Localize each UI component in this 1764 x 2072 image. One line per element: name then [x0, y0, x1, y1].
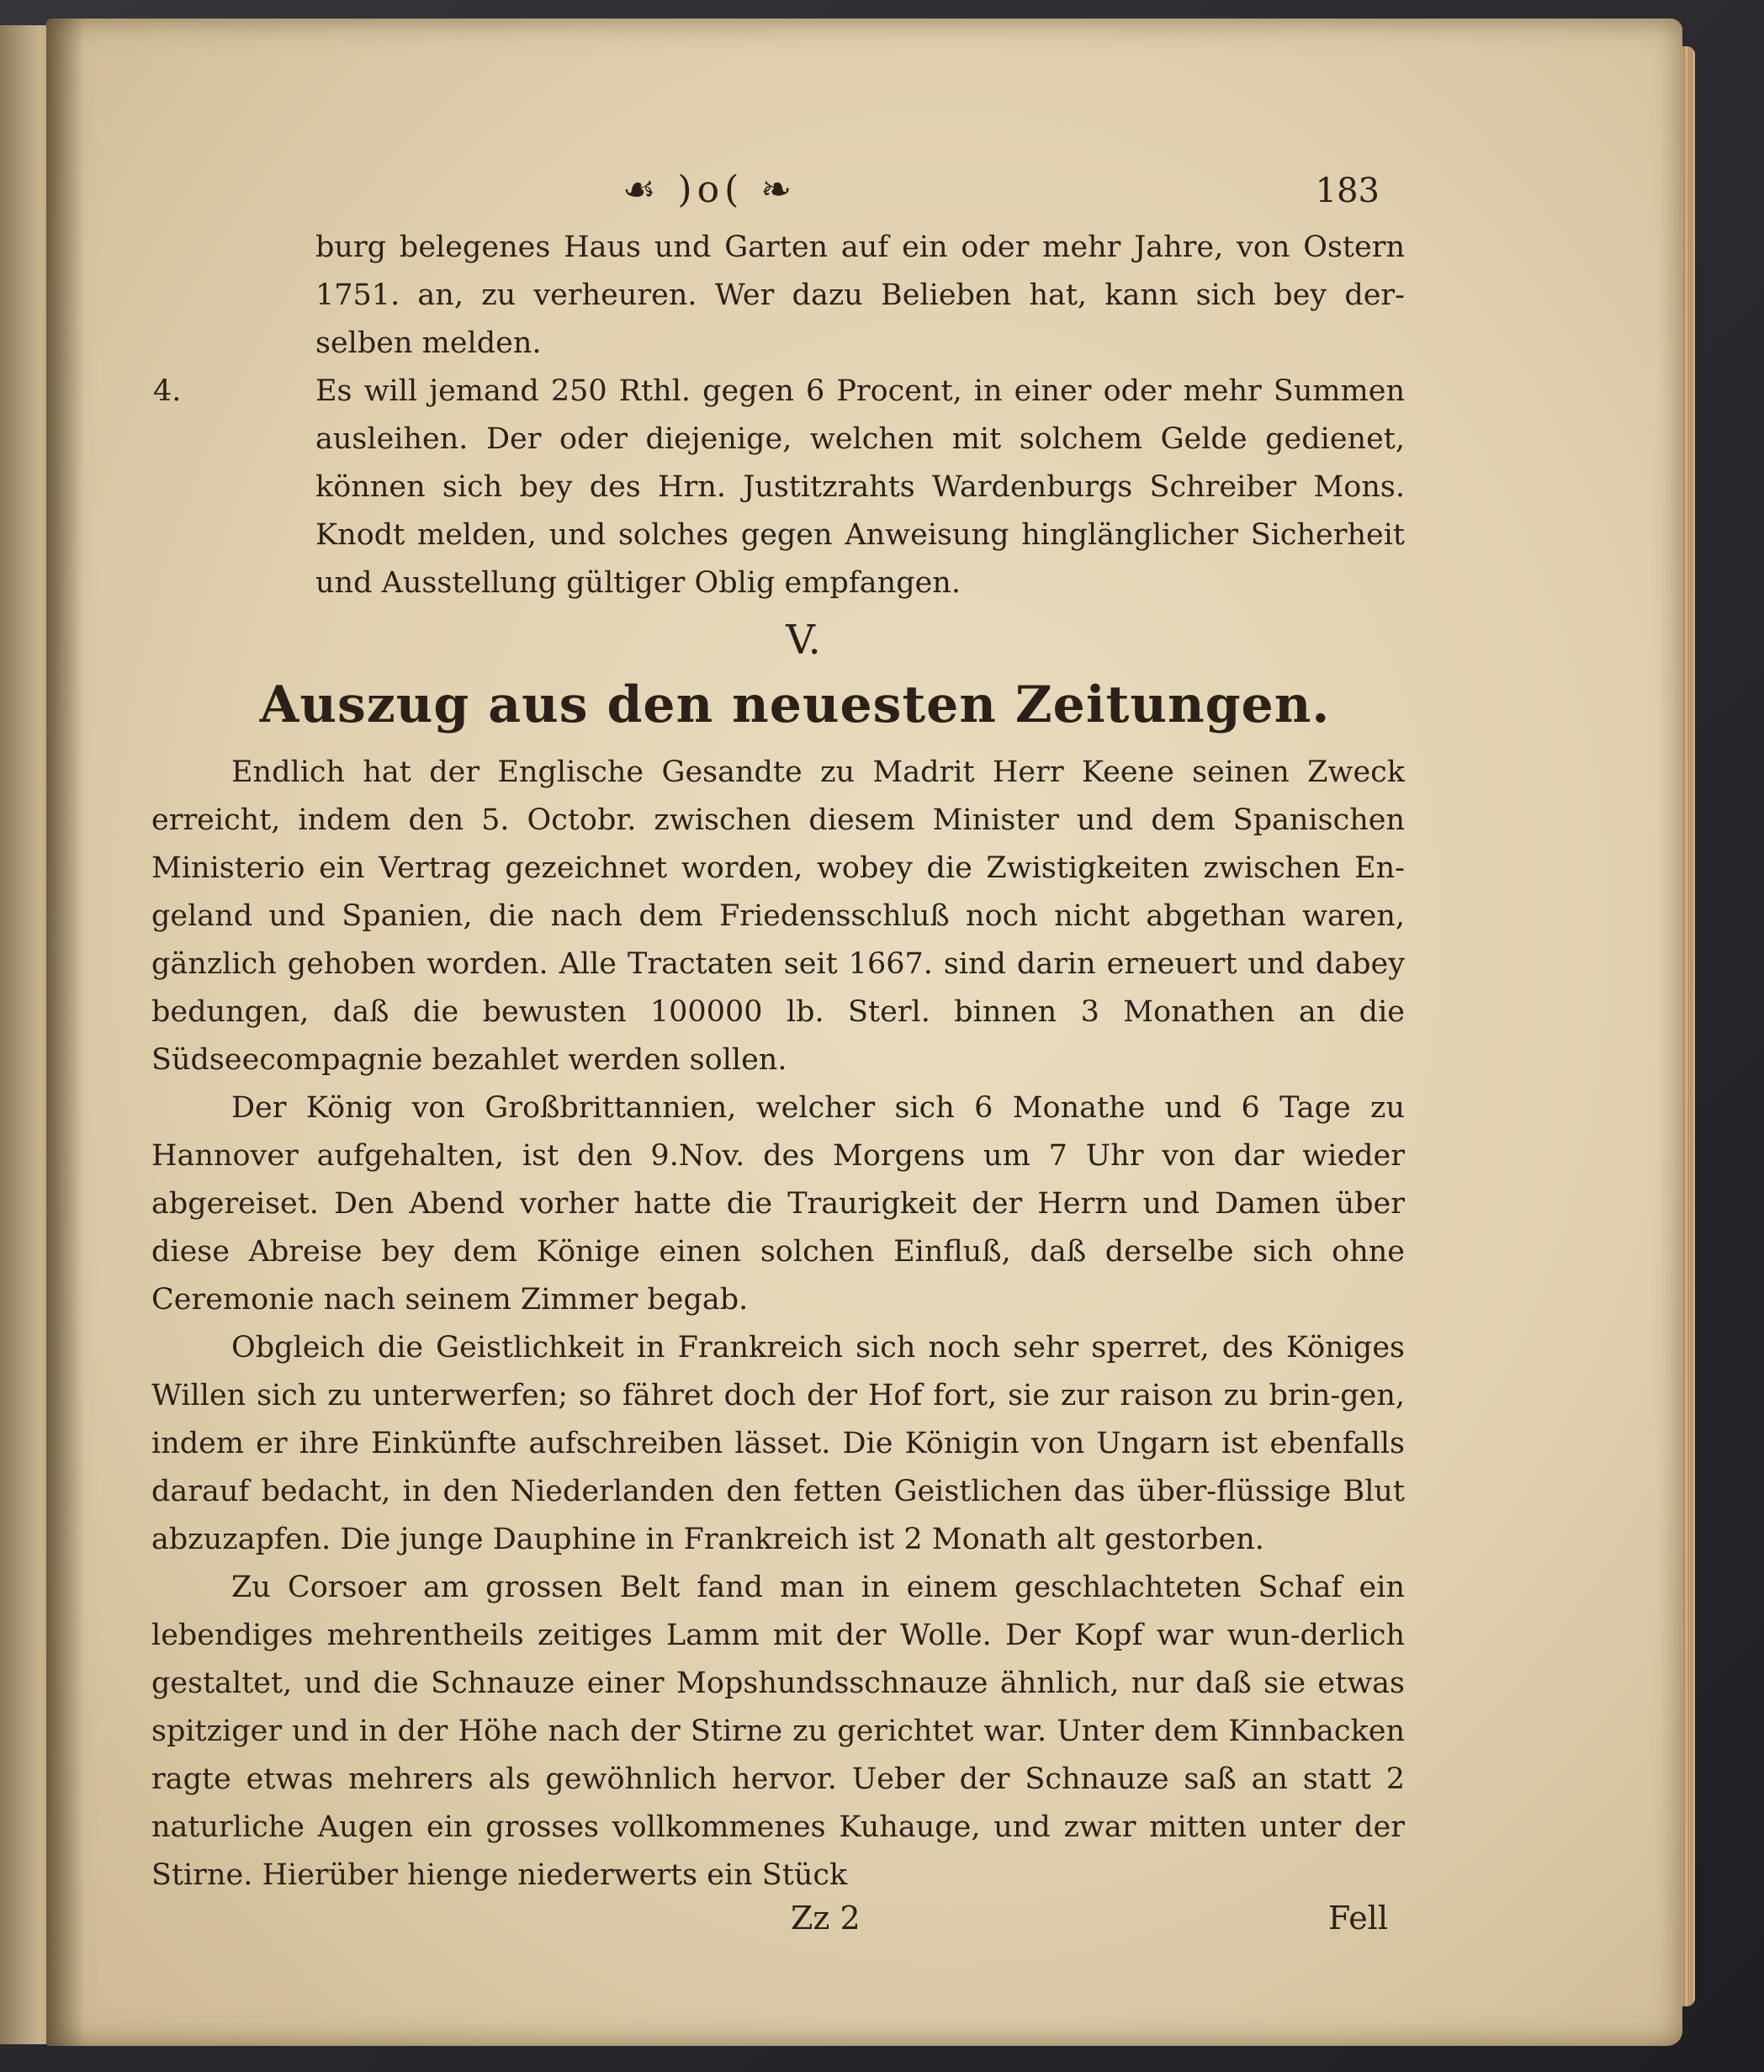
continued-paragraph: burg belegenes Haus und Garten auf ein oder mehr Jahre, von Ostern 1751. an, zu verheuren. Wer dazu Belieben hat, kann sich bey der-selben melden.: [315, 231, 1405, 360]
gutter-shadow: [46, 19, 84, 2046]
news-paragraph: Obgleich die Geistlichkeit in Frankreich sich noch sehr sperret, des Königes Willen sich zu unterwerfen; so fähret doch der Hof fort, sie zur raison zu brin-gen, indem er ihre Einkünfte aufschreiben lässet. Die Königin von Ungarn ist ebenfalls darauf bedacht, in den Niederlanden den fetten Geistlichen das über-flüssige Blut abzuzapfen. Die junge Dauphine in Frankreich ist 2 Monath alt gestorben.: [151, 1331, 1405, 1556]
page-number: 183: [1315, 172, 1380, 210]
catchword: Fell: [1327, 1900, 1388, 1937]
section-title: Auszug aus den neuesten Zeitungen.: [259, 676, 1331, 734]
header-ornament: ☙ )o( ❧: [622, 168, 797, 211]
running-header: [151, 168, 1405, 219]
news-paragraph: Zu Corsoer am grossen Belt fand man in einem geschlachteten Schaf ein lebendiges mehrentheils zeitiges Lamm mit der Wolle. Der Kopf war wun-derlich gestaltet, und die Schnauze einer Mopshundsschnauze ähnlich, nur daß sie etwas spitziger und in der Höhe nach der Stirne zu gerichtet war. Unter dem Kinnbacken ragte etwas mehrers als gewöhnlich hervor. Ueber der Schnauze saß an statt 2 naturliche Augen ein grosses vollkommenes Kuhauge, und zwar mitten unter der Stirne. Hierüber hienge niederwerts ein Stück: [151, 1571, 1405, 1892]
signature-mark: Zz 2: [791, 1900, 861, 1937]
news-paragraph: Der König von Großbrittannien, welcher sich 6 Monathe und 6 Tage zu Hannover aufgehalten, ist den 9.Nov. des Morgens um 7 Uhr von dar wieder abgereiset. Den Abend vorher hatte die Traurigkeit der Herrn und Damen über diese Abreise bey dem Könige einen solchen Einfluß, daß derselbe sich ohne Ceremonie nach seinem Zimmer begab.: [151, 1091, 1405, 1317]
notice-item-4: [151, 368, 1405, 607]
item-text: Es will jemand 250 Rthl. gegen 6 Procent, in einer oder mehr Summen ausleihen. Der oder diejenige, welchen mit solchem Gelde gedienet, können sich bey des Hrn. Justitzrahts Wardenburgs Schreiber Mons. Knodt melden, und solches gegen Anweisung hinglänglicher Sicherheit und Ausstellung gültiger Oblig empfangen.: [315, 374, 1405, 600]
item-number: 4.: [153, 374, 182, 408]
section-number: V.: [786, 617, 821, 664]
page-text: [151, 168, 1405, 1950]
page-footer: [151, 1900, 1405, 1950]
news-paragraph: Endlich hat der Englische Gesandte zu Madrit Herr Keene seinen Zweck erreicht, indem den 5. Octobr. zwischen diesem Minister und dem Spanischen Ministerio ein Vertrag gezeichnet worden, wobey die Zwistigkeiten zwischen En-geland und Spanien, die nach dem Friedensschluß noch nicht abgethan waren, gänzlich gehoben worden. Alle Tractaten seit 1667. sind darin erneuert und dabey bedungen, daß die bewusten 100000 lb. Sterl. binnen 3 Monathen an die Südseecompagnie bezahlet werden sollen.: [151, 755, 1405, 1077]
